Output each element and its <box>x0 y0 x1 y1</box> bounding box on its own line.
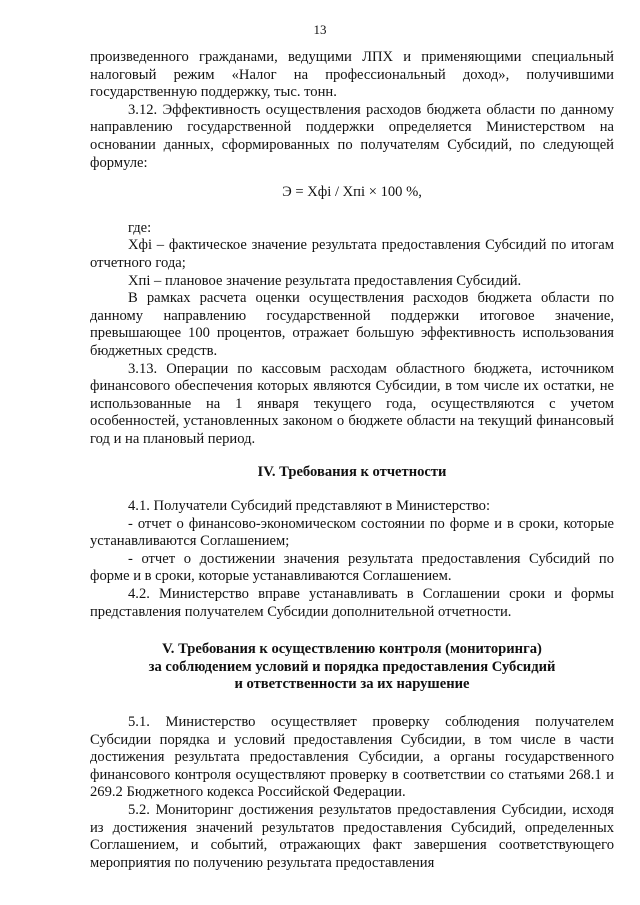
paragraph: 5.1. Министерство осуществляет проверку соблюдения получателем Субсидии порядка и условий предоставления Субсидии, в том числе в части достижения результата предоставления Субсидии, а органы государственного финансового контроля осуществляют проверку в соответствии со статьями 268.1 и 269.2 Бюджетного кодекса Российской Федерации. <box>90 714 614 801</box>
formula: Э = Xфi / Xпi × 100 %, <box>282 184 422 201</box>
spacer <box>90 448 614 464</box>
paragraph: - отчет о финансово-экономическом состоянии по форме и в сроки, которые устанавливаются Соглашением; <box>90 515 614 550</box>
spacer <box>90 694 614 714</box>
paragraph: произведенного гражданами, ведущими ЛПХ и применяющими специальный налоговый режим «Налог на профессиональный доход», получившими государственную поддержку, тыс. тонн. <box>90 49 614 101</box>
page-number: 13 <box>313 22 327 37</box>
section-heading: V. Требования к осуществлению контроля (мониторинга) <box>162 641 542 658</box>
paragraph: Xпi – плановое значение результата предоставления Субсидий. <box>128 272 522 289</box>
paragraph: где: <box>128 219 152 236</box>
section-heading: и ответственности за их нарушение <box>234 676 470 693</box>
paragraph: 3.13. Операции по кассовым расходам областного бюджета, источником финансового обеспечения которых являются Субсидии, в том числе их остатки, не использованные на 1 января текущего года, осуществляются с учетом особенностей, установленных законом о бюджете области на текущий финансовый год и на плановый период. <box>90 360 614 447</box>
paragraph: - отчет о достижении значения результата предоставления Субсидий по форме и в сроки, которые устанавливаются Соглашением. <box>90 550 614 585</box>
section-heading: за соблюдением условий и порядка предоставления Субсидий <box>148 658 556 675</box>
paragraph: 4.1. Получатели Субсидий представляют в Министерство: <box>128 498 491 515</box>
section-heading: IV. Требования к отчетности <box>257 464 447 481</box>
paragraph: 3.12. Эффективность осуществления расходов бюджета области по данному направлению государственной поддержки определяется Министерством на основании данных, сформированных по получателям Субсидий, по следующей формуле: <box>90 101 614 171</box>
document-body <box>90 49 614 872</box>
paragraph: 4.2. Министерство вправе устанавливать в Соглашении сроки и формы представления получателем Субсидии дополнительной отчетности. <box>90 586 614 620</box>
spacer <box>90 621 614 641</box>
paragraph: 5.2. Мониторинг достижения результатов предоставления Субсидии, исходя из достижения значений результатов предоставления Субсидий, определенных Соглашением, и событий, отражающих факт завершения соответствующего мероприятия по получению результата предоставления <box>90 801 614 871</box>
paragraph: Xфi – фактическое значение результата предоставления Субсидий по итогам отчетного года; <box>90 237 614 271</box>
spacer <box>90 482 614 498</box>
paragraph: В рамках расчета оценки осуществления расходов бюджета области по данному направлению государственной поддержки итоговое значение, превышающее 100 процентов, отражает большую эффективность использования бюджетных средств. <box>90 290 614 359</box>
